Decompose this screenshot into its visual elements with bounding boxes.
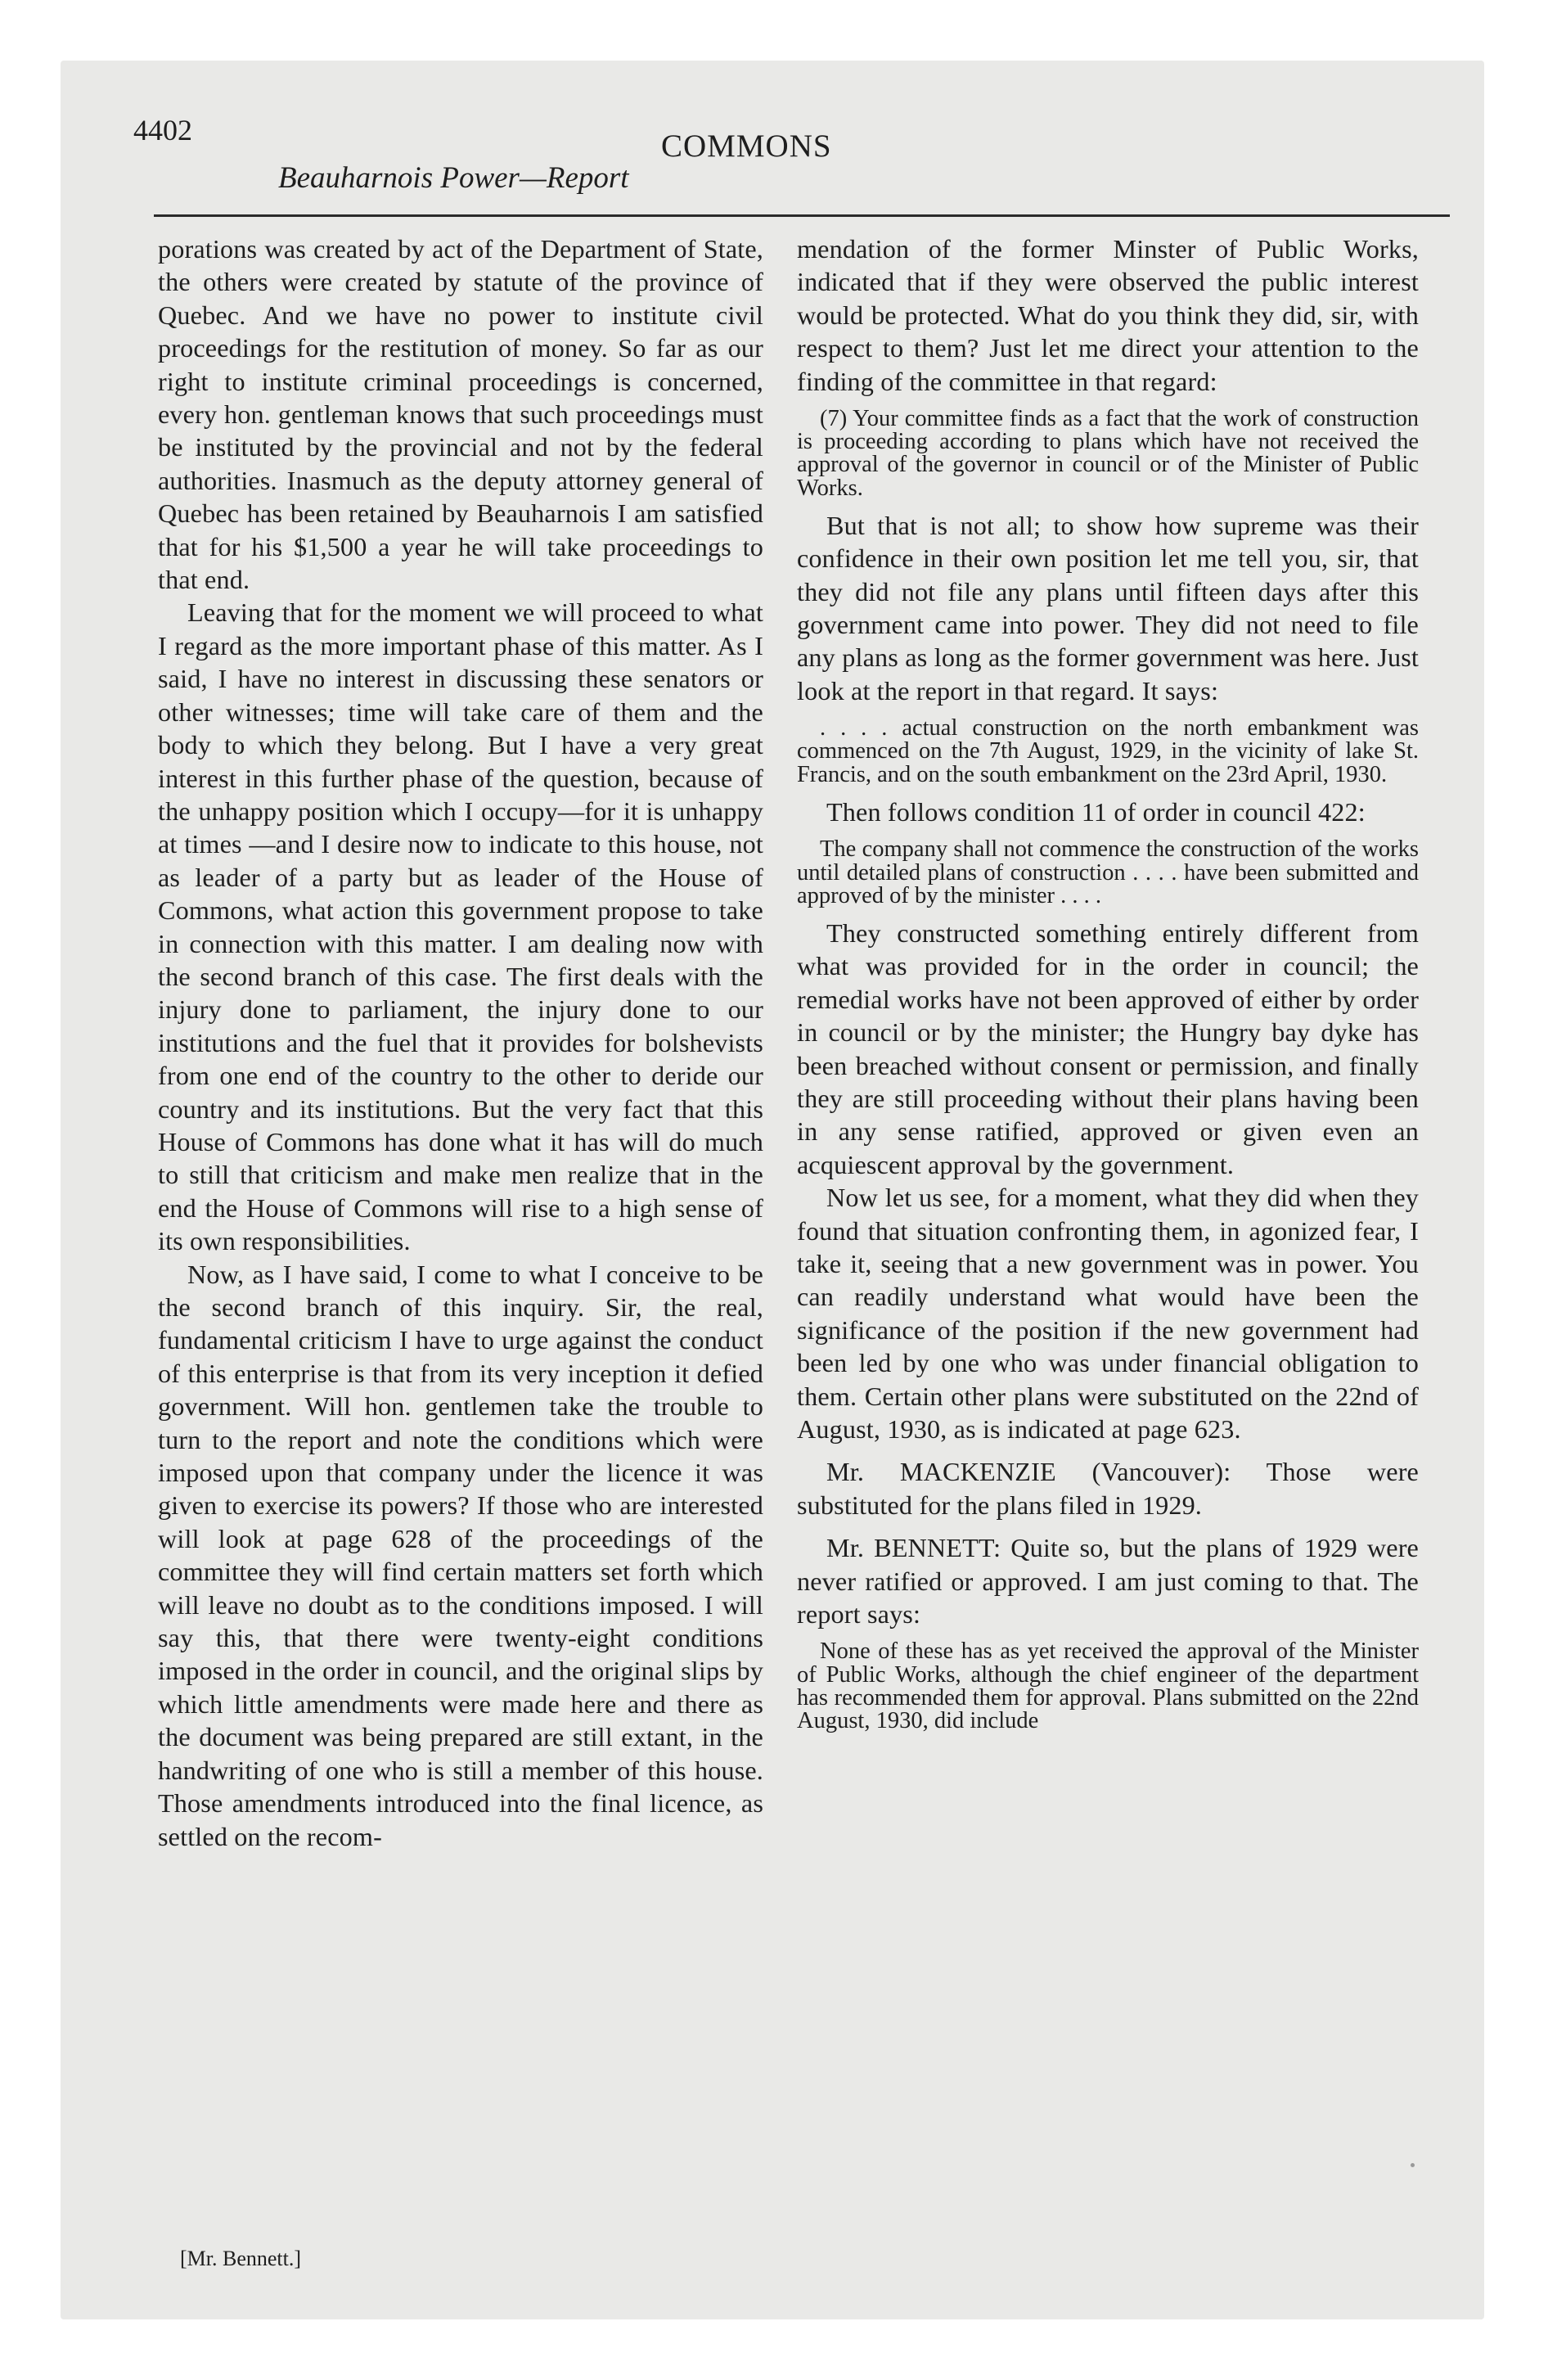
block-quote: None of these has as yet received the approval of the Minister of Public Works, although the chief engineer of the department has recommended them for approval. Plans submitted on the 22nd August, 1930, did include (797, 1639, 1419, 1734)
footer-speaker-tag: [Mr. Bennett.] (180, 2247, 302, 2270)
speech-mackenzie: Mr. MACKENZIE (Vancouver): Those were substituted for the plans filed in 1929. (797, 1457, 1419, 1520)
block-quote: . . . . actual construction on the north embankment was commenced on the 7th August, 1929, in the vicinity of lake St. Francis, and on the south embankment on the 23rd April, 1930. (797, 715, 1419, 787)
speech-bennett: Mr. BENNETT: Quite so, but the plans of 1929 were never ratified or approved. I am just coming to that. The report says: (797, 1533, 1419, 1629)
running-title: Beauharnois Power—Report (278, 161, 629, 195)
paragraph: Now let us see, for a moment, what they did when they found that situation confronting them, in agonized fear, I take it, seeing that a new government was in power. You can readily understand what would have been the significance of the position if the new government had been led by one who was under financial obligation to them. Certain other plans were substituted on the 22nd of August, 1930, as is indicated at page 623. (797, 1183, 1419, 1444)
paragraph: Leaving that for the moment we will proceed to what I regard as the more important phase of this matter. As I said, I have no interest in discussing these senators or other witnesses; time will take care of them and the body to which they belong. But I have a very great interest in this further phase of the question, because of the unhappy position which I occupy—for it is unhappy at times —and I desire now to indicate to this house, not as leader of a party but as leader of the House of Commons, what action this government propose to take in connection with this matter. I am dealing now with the second branch of this case. The first deals with the injury done to parliament, the injury done to our institutions and the fuel that it provides for bolshevists from one end of the country to the other to deride our country and its institutions. But the very fact that this House of Commons has done what it has will do much to still that criticism and make men realize that in the end the House of Commons will rise to a high sense of its own responsibilities. (158, 597, 763, 1256)
page-number: 4402 (133, 114, 192, 146)
section-title: COMMONS (661, 128, 832, 164)
paragraph: porations was created by act of the Department of State, the others were created by statute of the province of Quebec. And we have no power to institute civil proceedings for the restitution of money. So far as our right to institute criminal proceedings is concerned, every hon. gentleman knows that such proceedings must be instituted by the provincial and not by the federal authorities. Inasmuch as the deputy attorney general of Quebec has been retained by Beauharnois I am satisfied that for his $1,500 a year he will take proceedings to that end. (158, 234, 763, 595)
header-rule (154, 214, 1450, 217)
paragraph: But that is not all; to show how supreme was their confidence in their own position let me tell you, sir, that they did not file any plans until fifteen days after this government came into power. They did not need to file any plans as long as the former government was here. Just look at the report in that regard. It says: (797, 510, 1419, 705)
left-column (158, 221, 763, 1853)
paragraph: Then follows condition 11 of order in council 422: (826, 796, 1366, 827)
block-quote: The company shall not commence the construction of the works until detailed plans of construction . . . . have been submitted and approved of by the minister . . . . (797, 836, 1419, 908)
paragraph: Now, as I have said, I come to what I conceive to be the second branch of this inquiry. Sir, the real, fundamental criticism I have to urge against the conduct of this enterprise is that from its very inception it defied government. Will hon. gentlemen take the trouble to turn to the report and note the conditions which were imposed upon that company under the licence it was given to exercise its powers? If those who are interested will look at page 628 of the proceedings of the committee they will find certain matters set forth which will leave no doubt as to the conditions imposed. I will say this, that there were twenty-eight conditions imposed in the order in council, and the original slips by which little amendments were made here and there as the document was being prepared are still extant, in the handwriting of one who is still a member of this house. Those amendments introduced into the final licence, as settled on the recom- (158, 1259, 763, 1851)
right-column (797, 221, 1419, 1742)
paragraph: mendation of the former Minster of Public Works, indicated that if they were observed the public interest would be protected. What do you think they did, sir, with respect to them? Just let me direct your attention to the finding of the committee in that regard: (797, 234, 1419, 396)
block-quote: (7) Your committee finds as a fact that the work of construction is proceeding according to plans which have not received the approval of the governor in council or of the Minister of Public Works. (797, 406, 1419, 501)
paragraph: They constructed something entirely different from what was provided for in the order in council; the remedial works have not been approved of either by order in council or by the minister; the Hungry bay dyke has been breached without consent or permission, and finally they are still proceeding without their plans having been in any sense ratified, approved or given even an acquiescent approval by the government. (797, 917, 1419, 1179)
scan-speck (1411, 2163, 1415, 2167)
